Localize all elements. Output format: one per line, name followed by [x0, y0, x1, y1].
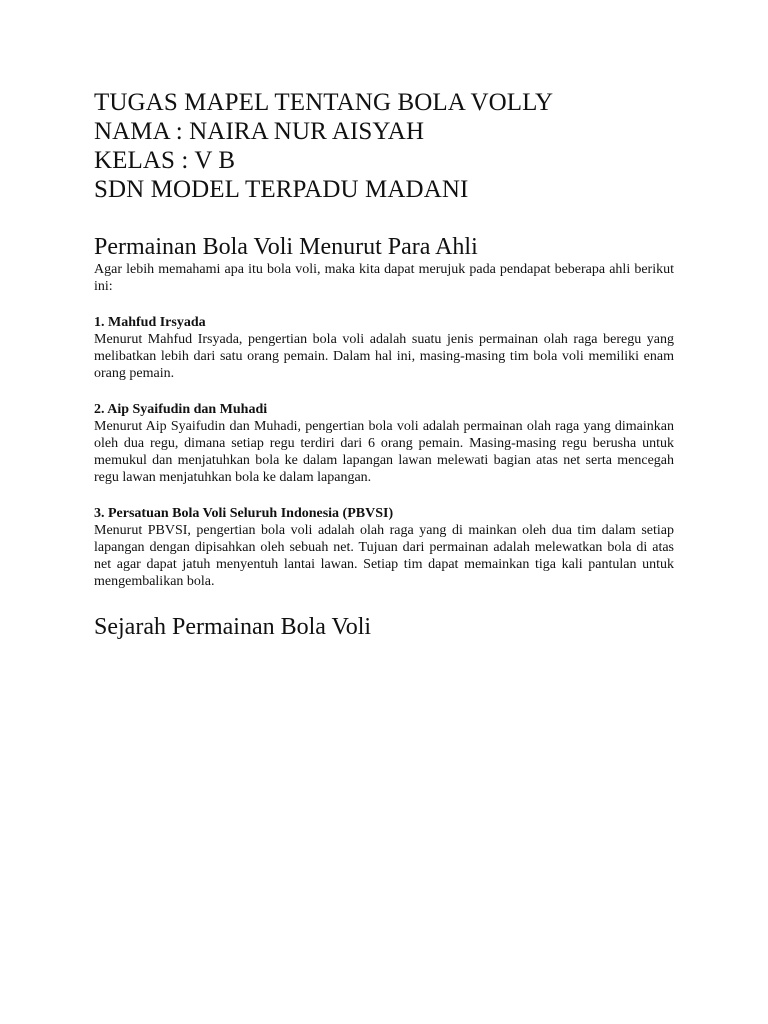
expert-item-2 [94, 401, 674, 486]
student-name: NAMA : NAIRA NUR AISYAH [94, 118, 425, 145]
document-header [94, 88, 674, 204]
expert-body: Menurut PBVSI, pengertian bola voli adalah olah raga yang di mainkan oleh dua tim dalam setiap lapangan dengan dipisahkan oleh sebuah net. Tujuan dari permainan adalah melewatkan bola di atas net agar dapat jatuh menyentuh lantai lawan. Setiap tim dapat memainkan tiga kali pantulan untuk mengembalikan bola. [94, 523, 674, 589]
school-name: SDN MODEL TERPADU MADANI [94, 176, 469, 203]
assignment-title: TUGAS MAPEL TENTANG BOLA VOLLY [94, 89, 554, 116]
document-page [94, 88, 674, 641]
section-title-experts: Permainan Bola Voli Menurut Para Ahli [94, 234, 478, 260]
expert-item-3 [94, 505, 674, 590]
section-title-history: Sejarah Permainan Bola Voli [94, 614, 372, 640]
expert-heading: 2. Aip Syaifudin dan Muhadi [94, 402, 268, 417]
expert-body: Menurut Mahfud Irsyada, pengertian bola voli adalah suatu jenis permainan olah raga beregu yang melibatkan lebih dari satu orang pemain. Dalam hal ini, masing-masing tim bola voli memiliki enam orang pemain. [94, 332, 674, 381]
student-class: KELAS : V B [94, 147, 236, 174]
section-intro: Agar lebih memahami apa itu bola voli, maka kita dapat merujuk pada pendapat beberapa ahli berikut ini: [94, 262, 674, 294]
expert-item-1 [94, 314, 674, 382]
expert-heading: 3. Persatuan Bola Voli Seluruh Indonesia (PBVSI) [94, 506, 394, 521]
expert-heading: 1. Mahfud Irsyada [94, 315, 206, 330]
expert-body: Menurut Aip Syaifudin dan Muhadi, pengertian bola voli adalah permainan olah raga yang dimainkan oleh dua regu, dimana setiap regu terdiri dari 6 orang pemain. Masing-masing regu berusha untuk memukul dan menjatuhkan bola ke dalam lapangan lawan melewati bagian atas net serta mencegah regu lawan menjatuhkan bola ke dalam lapangan. [94, 419, 674, 485]
